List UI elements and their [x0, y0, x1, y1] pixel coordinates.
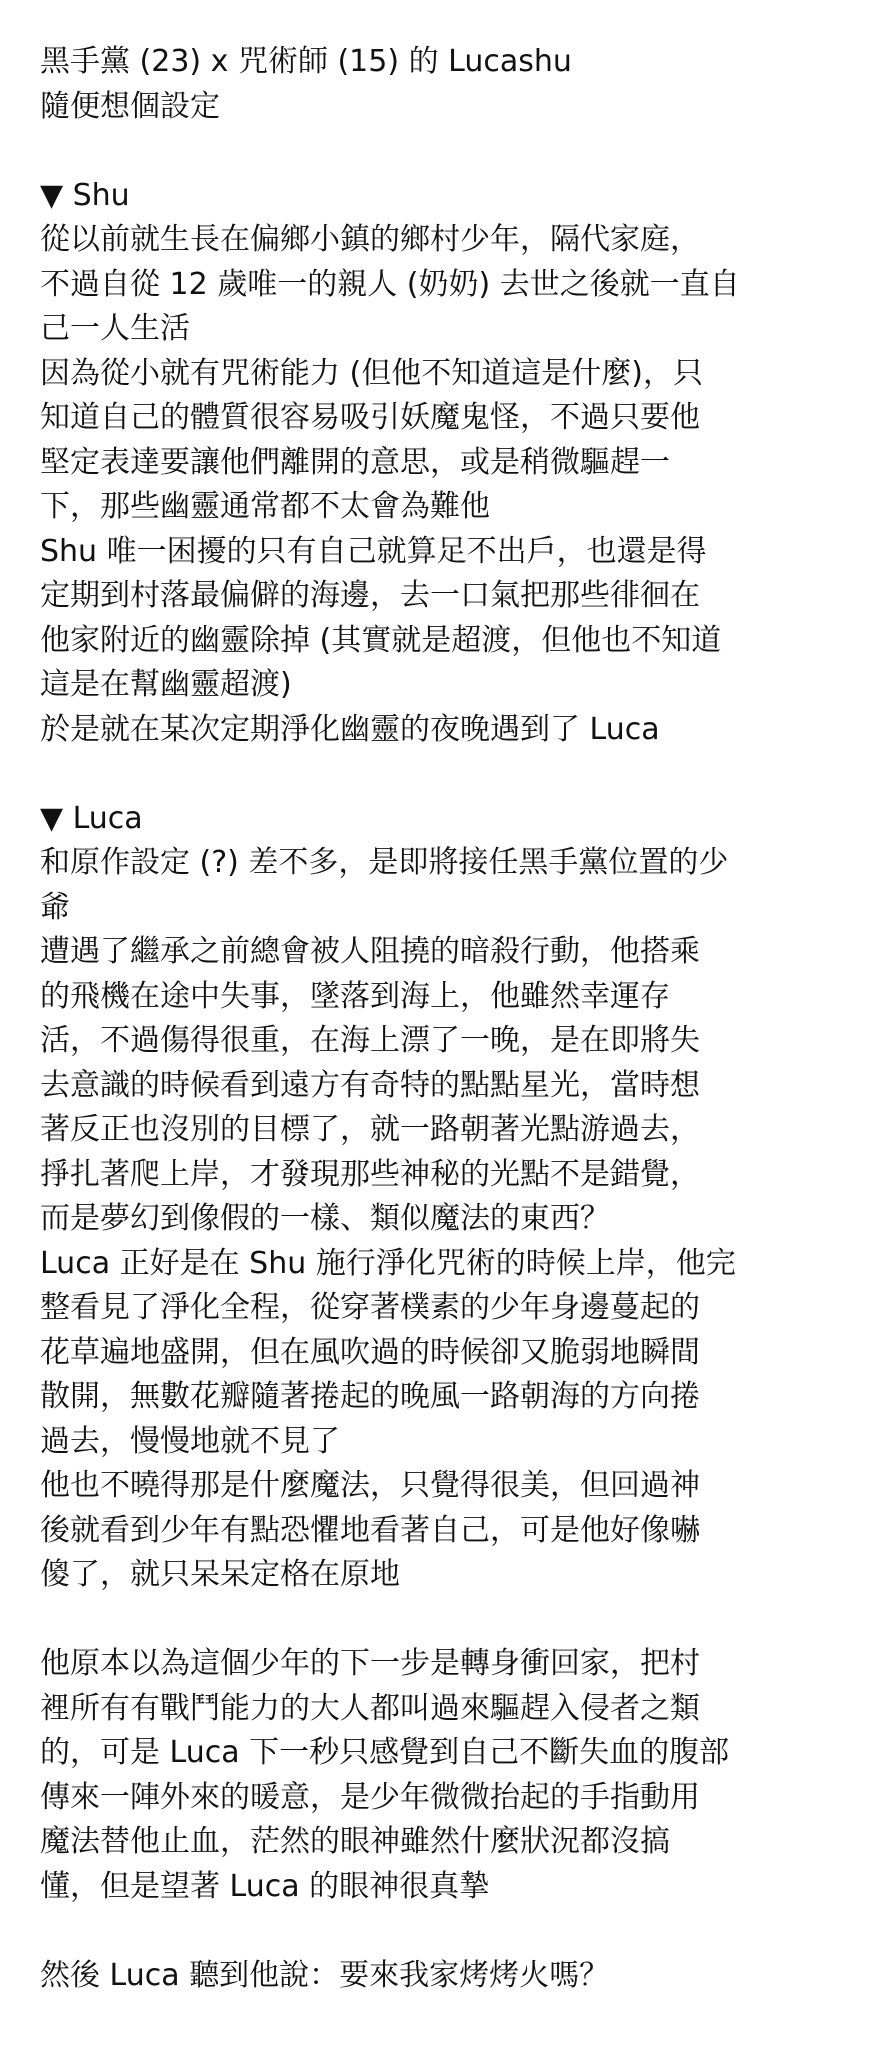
intro-section: [40, 40, 830, 129]
luca-line: 去意識的時候看到遠方有奇特的點點星光，當時想: [40, 1067, 700, 1103]
ending-section: [40, 1954, 830, 1999]
ending-line: 然後 Luca 聽到他說：要來我家烤烤火嗎？: [40, 1957, 610, 1993]
story-line: 魔法替他止血，茫然的眼神雖然什麼狀況都沒搞: [40, 1824, 670, 1859]
luca-line: 傻了，就只呆呆定格在原地: [40, 1557, 400, 1592]
story-line: 裡所有有戰鬥能力的大人都叫過來驅趕入侵者之類: [40, 1690, 700, 1726]
intro-title: 黑手黨 (23) x 咒術師 (15) 的 Lucashu: [40, 44, 572, 79]
luca-line: 過去，慢慢地就不見了: [40, 1423, 340, 1459]
luca-line: 遭遇了繼承之前總會被人阻撓的暗殺行動，他搭乘: [40, 934, 700, 969]
luca-line: 而是夢幻到像假的一樣、類似魔法的東西？: [40, 1201, 610, 1236]
shu-line: 定期到村落最偏僻的海邊，去一口氣把那些徘徊在: [40, 578, 700, 613]
shu-line: 堅定表達要讓他們離開的意思，或是稍微驅趕一: [40, 444, 670, 480]
story-line: 的，可是 Luca 下一秒只感覺到自己不斷失血的腹部: [40, 1735, 730, 1770]
shu-line: 於是就在某次定期淨化幽靈的夜晚遇到了 Luca: [40, 711, 660, 747]
spacer: [40, 1598, 830, 1643]
shu-line: 知道自己的體質很容易吸引妖魔鬼怪，不過只要他: [40, 400, 700, 435]
shu-line: 下，那些幽靈通常都不太會為難他: [40, 489, 490, 524]
luca-line: 和原作設定 (?) 差不多，是即將接任黑手黨位置的少: [40, 845, 729, 880]
story-line: 懂，但是望著 Luca 的眼神很真摯: [40, 1868, 490, 1904]
shu-line: 己一人生活: [40, 311, 190, 346]
shu-line: 因為從小就有咒術能力 (但他不知道這是什麼)，只: [40, 355, 703, 391]
luca-line: 花草遍地盛開，但在風吹過的時候卻又脆弱地瞬間: [40, 1334, 700, 1370]
luca-line: Luca 正好是在 Shu 施行淨化咒術的時候上岸，他完: [40, 1245, 736, 1281]
luca-line: 爺: [40, 889, 70, 925]
spacer: [40, 129, 830, 174]
story-section: [40, 1642, 830, 1909]
luca-line: 他也不曉得那是什麼魔法，只覺得很美，但回過神: [40, 1468, 700, 1503]
intro-subtitle: 隨便想個設定: [40, 88, 220, 124]
shu-line: Shu 唯一困擾的只有自己就算足不出戶，也還是得: [40, 533, 707, 569]
shu-line: 這是在幫幽靈超渡): [40, 667, 292, 702]
luca-line: 著反正也沒別的目標了，就一路朝著光點游過去，: [40, 1112, 700, 1147]
luca-line: 的飛機在途中失事，墜落到海上，他雖然幸運存: [40, 978, 670, 1014]
luca-line: 散開，無數花瓣隨著捲起的晚風一路朝海的方向捲: [40, 1379, 700, 1414]
luca-line: 後就看到少年有點恐懼地看著自己，可是他好像嚇: [40, 1512, 700, 1548]
shu-line: 他家附近的幽靈除掉 (其實就是超渡，但他也不知道: [40, 622, 722, 658]
spacer: [40, 752, 830, 797]
story-line: 他原本以為這個少年的下一步是轉身衝回家，把村: [40, 1646, 700, 1681]
luca-heading: ▼ Luca: [40, 800, 143, 836]
luca-line: 活，不過傷得很重，在海上漂了一晚，是在即將失: [40, 1023, 700, 1058]
shu-line: 從以前就生長在偏鄉小鎮的鄉村少年，隔代家庭，: [40, 222, 700, 257]
shu-section: [40, 174, 830, 753]
luca-line: 掙扎著爬上岸，才發現那些神秘的光點不是錯覺，: [40, 1156, 700, 1192]
shu-line: 不過自從 12 歲唯一的親人 (奶奶) 去世之後就一直自: [40, 266, 740, 302]
luca-section: [40, 797, 830, 1598]
story-line: 傳來一陣外來的暖意，是少年微微抬起的手指動用: [40, 1779, 700, 1815]
spacer: [40, 1909, 830, 1954]
luca-line: 整看見了淨化全程，從穿著樸素的少年身邊蔓起的: [40, 1290, 700, 1325]
shu-heading: ▼ Shu: [40, 177, 130, 213]
